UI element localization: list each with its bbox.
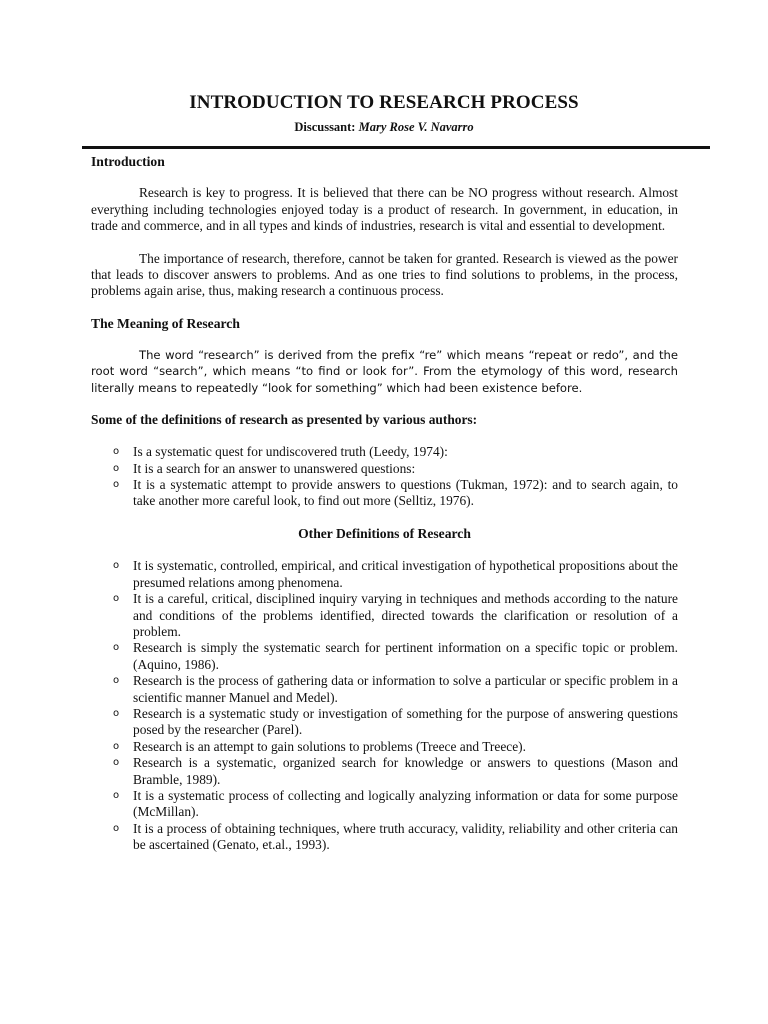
bullet-marker: o bbox=[113, 740, 120, 752]
list-item-text: It is a systematic process of collecting and logically analyzing information or data for some purpose (McMillan). bbox=[133, 787, 678, 820]
discussant-line bbox=[0, 120, 768, 135]
bullet-marker: o bbox=[113, 642, 120, 654]
bullet-marker: o bbox=[113, 446, 120, 458]
meaning-heading: The Meaning of Research bbox=[91, 315, 240, 331]
discussant-label: Discussant: bbox=[294, 120, 356, 134]
list-item bbox=[91, 673, 678, 706]
definitions-heading: Some of the definitions of research as presented by various authors: bbox=[91, 411, 478, 427]
introduction-paragraph-1: Research is key to progress. It is believed that there can be NO progress without research. Almost everything including technologies enjoyed today is a product of research. In government, in education, in trade and commerce, and in all types and kinds of industries, research is vital and essential to development. bbox=[91, 185, 678, 234]
bullet-marker: o bbox=[113, 822, 120, 834]
document-title: INTRODUCTION TO RESEARCH PROCESS bbox=[189, 92, 579, 113]
introduction-paragraph-2: The importance of research, therefore, cannot be taken for granted. Research is viewed as the power that leads to discover answers to problems. And as one tries to find solutions to problems, in the process, problems again arise, thus, making research a continuous process. bbox=[91, 250, 678, 299]
list-item bbox=[91, 477, 678, 510]
bullet-marker: o bbox=[113, 462, 120, 474]
bullet-marker: o bbox=[113, 560, 120, 572]
list-item bbox=[91, 461, 678, 477]
bullet-marker: o bbox=[113, 593, 120, 605]
list-item-text: Research is the process of gathering data or information to solve a particular or specific problem in a scientific manner Manuel and Medel). bbox=[133, 673, 678, 705]
list-item-text: Is a systematic quest for undiscovered truth (Leedy, 1974): bbox=[133, 444, 448, 460]
list-item-text: Research is simply the systematic search for pertinent information on a specific topic or problem. (Aquino, 1986). bbox=[133, 640, 678, 672]
meaning-paragraph: The word “research” is derived from the prefix “re” which means “repeat or redo”, and the root word “search”, which means “to find or look for”. From the etymology of this word, research literally means to repeatedly “look for something” which had been existence before. bbox=[91, 348, 678, 395]
list-item-text: It is a process of obtaining techniques, where truth accuracy, validity, reliability and other criteria can be ascertained (Genato, et.al., 1993). bbox=[133, 820, 678, 853]
bullet-marker: o bbox=[113, 707, 120, 719]
list-item bbox=[91, 788, 678, 821]
bullet-marker: o bbox=[113, 479, 120, 491]
definitions-list bbox=[91, 444, 678, 510]
bullet-marker: o bbox=[113, 757, 120, 769]
other-definitions-heading: Other Definitions of Research bbox=[298, 525, 471, 541]
list-item bbox=[91, 558, 678, 591]
list-item bbox=[91, 444, 678, 460]
list-item-text: It is a careful, critical, disciplined inquiry varying in techniques and methods according to the nature and conditions of the problems identified, directed towards the clarification or resolution of a problem. bbox=[133, 591, 678, 639]
list-item bbox=[91, 821, 678, 854]
list-item-text: It is a systematic attempt to provide answers to questions (Tukman, 1972): and to search again, to take another more careful look, to find out more (Selltiz, 1976). bbox=[133, 477, 678, 509]
list-item-text: Research is a systematic study or investigation of something for the purpose of answering questions posed by the researcher (Parel). bbox=[133, 705, 678, 738]
list-item bbox=[91, 755, 678, 788]
bullet-marker: o bbox=[113, 675, 120, 687]
list-item bbox=[91, 640, 678, 673]
document-body bbox=[91, 154, 678, 854]
bullet-marker: o bbox=[113, 789, 120, 801]
introduction-heading: Introduction bbox=[91, 154, 165, 169]
other-definitions-list bbox=[91, 558, 678, 853]
discussant-name: Mary Rose V. Navarro bbox=[358, 120, 474, 134]
list-item-text: It is systematic, controlled, empirical, and critical investigation of hypothetical propositions about the presumed relations among phenomena. bbox=[133, 558, 678, 590]
list-item bbox=[91, 739, 678, 755]
list-item-text: Research is an attempt to gain solutions to problems (Treece and Treece). bbox=[133, 738, 526, 754]
header-divider bbox=[82, 146, 710, 149]
list-item-text: It is a search for an answer to unanswered questions: bbox=[133, 460, 416, 476]
list-item bbox=[91, 706, 678, 739]
list-item-text: Research is a systematic, organized search for knowledge or answers to questions (Mason and Bramble, 1989). bbox=[133, 755, 678, 787]
list-item bbox=[91, 591, 678, 640]
